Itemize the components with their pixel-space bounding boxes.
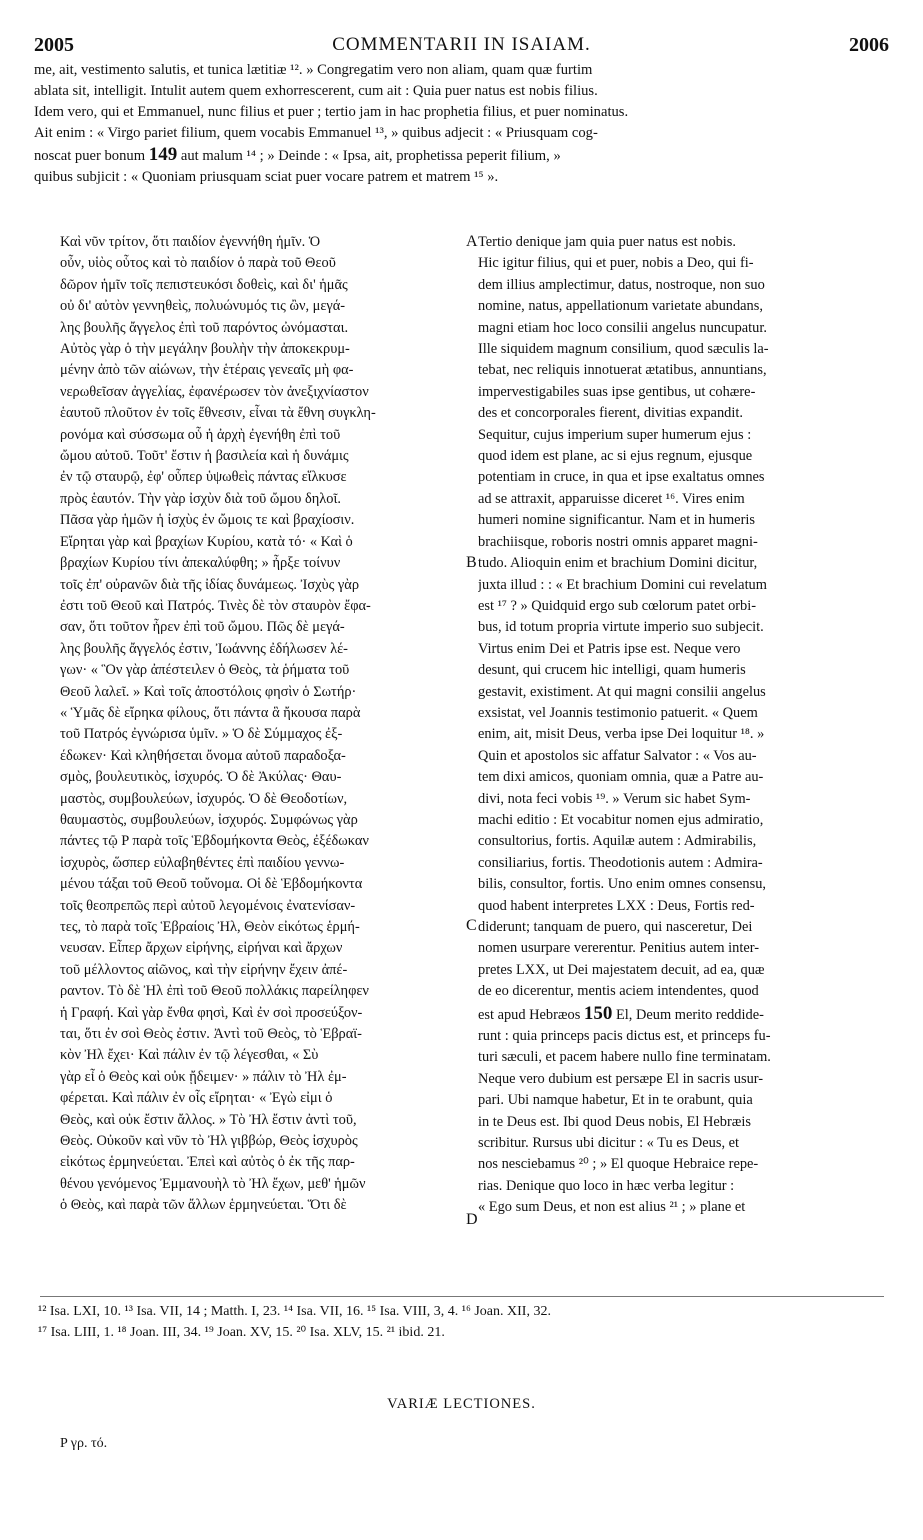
latin-text-line: machi editio : Et vocabitur nomen ejus admiratio,: [478, 811, 764, 828]
greek-text-line: σαν, ὅτι τοῦτον ἦρεν ἐπὶ τοῦ ὤμου. Πῶς δὲ μεγά-: [60, 619, 345, 636]
latin-text-line: Tertio denique jam quia puer natus est nobis.: [478, 234, 736, 250]
latin-text-line: rias. Denique quo loco in hæc verba legitur :: [478, 1177, 735, 1194]
greek-text-line: έδωκεν· Καὶ κληθήσεται ὄνομα αὐτοῦ παραδοξα-: [60, 747, 346, 764]
greek-text-line: ραντον. Τὸ δὲ Ἠλ ἐπὶ τοῦ Θεοῦ πολλάκις παρείληφεν: [60, 983, 369, 1000]
greek-text-line: Θεὸς, καὶ οὐκ ἔστιν ἄλλος. » Τὸ Ἠλ ἔστιν ἀντὶ τοῦ,: [60, 1111, 357, 1128]
variae-lectiones-heading: VARIÆ LECTIONES.: [387, 1396, 536, 1412]
latin-text-line: in te Deus est. Ibi quod Deus nobis, El Hebræis: [478, 1113, 751, 1130]
greek-text-line: μένου τάξαι τοῦ Θεοῦ τοὔνομα. Οἱ δὲ Ἑβδομήκοντα: [60, 876, 363, 893]
latin-text-line: bilis, consultor, fortis. Uno enim omnes consensu,: [478, 876, 767, 893]
latin-text-line: « Ego sum Deus, et non est alius ²¹ ; » plane et: [478, 1199, 746, 1216]
greek-text-line: πάντες τῷ P παρὰ τοῖς Ἑβδομήκοντα Θεὸς, ἐξέδωκαν: [60, 833, 369, 850]
latin-text-line: consiliarius, fortis. Theodotionis autem : Admira-: [478, 854, 763, 871]
greek-text-line: ἡ Γραφή. Καὶ γὰρ ἔνθα φησὶ, Καὶ ἐν σοὶ προσεύξον-: [60, 1004, 363, 1021]
latin-text-line: juxta illud : : « Et brachium Domini cui revelatum: [478, 576, 767, 593]
latin-text-line: nomine, natus, appellationum varietate abundans,: [478, 298, 763, 315]
footnote-rule: [40, 1296, 884, 1297]
right-page-number: 2006: [849, 34, 889, 56]
greek-text-line: φέρεται. Καὶ πάλιν ἐν οἷς εἴρηται· « Ἐγὼ εἰμι ὁ: [60, 1090, 333, 1107]
latin-text-line: scribitur. Rursus ubi dicitur : « Tu es Deus, et: [478, 1135, 740, 1152]
greek-text-line: οὐ δι' αὐτὸν γεννηθεὶς, πολυώνυμός τις ὢν, μεγά-: [60, 298, 346, 315]
greek-text-line: « Ὑμᾶς δὲ εἴρηκα φίλους, ὅτι πάντα ἃ ἤκουσα παρὰ: [60, 704, 361, 721]
column-number: 150: [583, 1002, 613, 1024]
greek-text-line: Εἴρηται γὰρ καὶ βραχίων Κυρίου, κατὰ τό· « Καὶ ὁ: [60, 533, 353, 550]
latin-text-line: Neque vero dubium est persæpe El in sacris usur-: [478, 1070, 764, 1087]
latin-text-line: runt : quia princeps pacis dictus est, et princeps fu-: [478, 1028, 771, 1045]
greek-text-line: εἰκότως ἑρμηνεύεται. Ἐπεὶ καὶ αὐτὸς ὁ ἐκ τῆς παρ-: [60, 1154, 355, 1171]
greek-text-line: βραχίων Κυρίου τίνι ἀπεκαλύφθη; » ἦρξε τοίνυν: [60, 555, 341, 572]
variae-lectiones-text: P γρ. τό.: [60, 1436, 108, 1451]
footnotes: [38, 1301, 889, 1343]
latin-text-line: enim, ait, misit Deus, verba ipse Dei loquitur ¹⁸. »: [478, 726, 765, 743]
latin-text-line: quod habent interpretes LXX : Deus, Fortis red-: [478, 897, 755, 914]
greek-text-line: κὸν Ἠλ ἔχει· Καὶ πάλιν ἐν τῷ λέγεσθαι, « Σὺ: [60, 1047, 319, 1064]
greek-text-line: νευσαν. Εἶπερ ἄρχων εἰρήνης, εἰρήναι καὶ ἄρχων: [60, 940, 343, 957]
footnote-line: ¹² Isa. LXI, 10. ¹³ Isa. VII, 14 ; Matth. I, 23. ¹⁴ Isa. VII, 16. ¹⁵ Isa. VIII, 3, 4. ¹⁶ Joan. XII, 32.: [38, 1304, 551, 1319]
running-title: COMMENTARII IN ISAIAM.: [332, 34, 591, 55]
margin-letter-b: B: [466, 554, 477, 571]
greek-text-line: νερωθεῖσαν ἀγγελίας, ἐφανέρωσεν τὸν ἀνεξιχνίαστον: [60, 383, 369, 400]
greek-text-line: σμὸς, βουλευτικὸς, ἰσχυρός. Ὁ δὲ Ἀκύλας· Θαυ-: [60, 769, 342, 786]
latin-text-line: gestavit, existiment. At qui magni consilii angelus: [478, 683, 766, 700]
greek-column: [60, 232, 464, 1217]
greek-text-line: τοῖς θεοπρεπῶς περὶ αὐτοῦ λεγομένοις ἐνατενίσαν-: [60, 897, 356, 914]
latin-text-line: Virtus enim Dei et Patris ipse est. Neque vero: [478, 640, 741, 657]
latin-text-line: nomen usurpare vererentur. Penitius autem inter-: [478, 940, 760, 957]
latin-text-line: consultorius, fortis. Aquilæ autem : Admirabilis,: [478, 833, 757, 850]
greek-text-line: λης βουλῆς ἄγγελος ἐπὶ τοῦ παρόντος ὠνόμασται.: [60, 319, 349, 336]
greek-text-line: Καὶ νῦν τρίτον, ὅτι παιδίον ἐγεννήθη ἡμῖν. Ὁ: [60, 234, 321, 250]
latin-text-line: humeri nomine significantur. Nam et in humeris: [478, 512, 755, 529]
latin-text-line: tudo. Alioquin enim et brachium Domini dicitur,: [478, 555, 758, 572]
footnote-line: ¹⁷ Isa. LIII, 1. ¹⁸ Joan. III, 34. ¹⁹ Joan. XV, 15. ²⁰ Isa. XLV, 15. ²¹ ibid. 21.: [38, 1325, 445, 1340]
greek-text-line: λης βουλῆς ἄγγελός ἐστιν, Ἰωάννης ἐδήλωσεν λέ-: [60, 640, 348, 657]
latin-text-line: magni etiam hoc loco consilii angelus nuncupatur.: [478, 319, 767, 336]
latin-text-line: ad se attraxit, apparuisse diceret ¹⁶. Vires enim: [478, 490, 745, 507]
greek-text-line: τοῖς ἐπ' οὐρανῶν διὰ τῆς ἰδίας δυνάμεως. Ἰσχὺς γὰρ: [60, 576, 360, 593]
latin-text-line: desunt, qui crucem hic intelligi, quam humeris: [478, 662, 746, 679]
page-header: [34, 34, 889, 60]
latin-text-line: est ¹⁷ ? » Quidquid ergo sub cœlorum patet orbi-: [478, 597, 757, 614]
greek-text-line: τοῦ Πατρός ἐγνώρισα ὑμῖν. » Ὁ δὲ Σύμμαχος ἐξ-: [60, 726, 343, 743]
greek-text-line: θαυμαστὸς, συμβουλεύων, ἰσχυρός. Συμφώνως γὰρ: [60, 811, 358, 828]
greek-text-line: γὰρ εἶ ὁ Θεὸς καὶ οὐκ ᾔδειμεν· » πάλιν τὸ Ἠλ ἐμ-: [60, 1068, 347, 1085]
greek-text-line: πρὸς ἑαυτόν. Τὴν γὰρ ἰσχὺν διὰ τοῦ ὤμου δηλοῖ.: [60, 490, 341, 507]
greek-text-line: Θεὸς. Οὐκοῦν καὶ νῦν τὸ Ἠλ γιββώρ, Θεὸς ἰσχυρὸς: [60, 1133, 358, 1150]
intro-line: me, ait, vestimento salutis, et tunica lætitiæ ¹². » Congregatim vero non aliam, quam quæ furtim: [34, 62, 593, 78]
greek-text-line: τοῦ μέλλοντος αἰῶνος, καὶ τὴν εἰρήνην ἔχειν ἀπέ-: [60, 961, 348, 978]
latin-text-line: bus, id totum propria virtute imperio suo subjecit.: [478, 619, 764, 636]
latin-text-line: Ille siquidem magnum consilium, quod sæculis la-: [478, 341, 769, 358]
latin-text-line: dem illius amplectimur, datus, nostroque, non suo: [478, 276, 765, 293]
greek-text-line: μαστὸς, συμβουλεύων, ἰσχυρός. Ὁ δὲ Θεοδοτίων,: [60, 790, 348, 807]
left-page-number: 2005: [34, 34, 74, 56]
intro-line: Ait enim : « Virgo pariet filium, quem vocabis Emmanuel ¹³, » quibus adjecit : « Priusquam cog-: [34, 125, 598, 141]
greek-text-line: οὖν, υἱὸς οὗτος καὶ τὸ παιδίον ὁ παρὰ τοῦ Θεοῦ: [60, 255, 336, 272]
greek-text-line: θένου γενόμενος Ἐμμανουὴλ τὸ Ἠλ ἔχων, μεθ' ἡμῶν: [60, 1175, 366, 1192]
margin-letter-a: A: [466, 233, 478, 250]
greek-text-line: γων· « Ὃν γὰρ ἀπέστειλεν ὁ Θεὸς, τὰ ῥήματα τοῦ: [60, 662, 350, 679]
latin-text-line: quod idem est plane, ac si ejus regnum, ejusque: [478, 448, 753, 465]
latin-text-line: de eo dicerentur, mentis aciem intendentes, quod: [478, 983, 759, 1000]
latin-text-line: divi, nota feci vobis ¹⁹. » Verum sic habet Sym-: [478, 790, 751, 807]
latin-text-line: diderunt; tanquam de puero, qui nasceretur, Dei: [478, 919, 753, 935]
greek-text-line: Θεοῦ λαλεῖ. » Καὶ τοῖς ἀποστόλοις φησὶν ὁ Σωτήρ·: [60, 683, 357, 700]
intro-line: Idem vero, qui et Emmanuel, nunc filius et puer ; tertio jam in hac prophetia filius, et puer nominatus.: [34, 104, 629, 120]
latin-text-line: exsistat, vel Joannis testimonio patuerit. « Quem: [478, 704, 758, 721]
greek-text-line: ἐν τῷ σταυρῷ, ἐφ' οὗπερ ὑψωθεὶς πάντας εἵλκυσε: [60, 469, 347, 486]
intro-paragraph: [34, 60, 889, 188]
latin-text-line: tebat, nec reliquis innotuerat ætatibus, annuntians,: [478, 362, 767, 379]
latin-text-line: Quin et apostolos sic affatur Salvator : « Vos au-: [478, 747, 757, 764]
latin-text-line: est apud Hebræos 150 El, Deum merito reddide-: [478, 1002, 764, 1024]
latin-column: [478, 232, 892, 1219]
greek-text-line: Πᾶσα γὰρ ἡμῶν ἡ ἰσχὺς ἐν ὤμοις τε καὶ βραχίοσιν.: [60, 512, 355, 529]
latin-text-line: pretes LXX, ut Dei majestatem decuit, ad ea, quæ: [478, 961, 765, 978]
latin-text-line: nos nesciebamus ²⁰ ; » El quoque Hebraice repe-: [478, 1156, 759, 1173]
latin-text-line: des et concorporales fierent, divitias expandit.: [478, 405, 743, 422]
greek-text-line: δῶρον ἡμῖν τοῖς πεπιστευκόσι δοθεὶς, καὶ δι' ἡμᾶς: [60, 276, 348, 293]
margin-letter-d: D: [466, 1211, 478, 1228]
latin-text-line: brachiisque, roboris nostri omnis apparet magni-: [478, 533, 758, 550]
column-number: 149: [148, 144, 178, 165]
greek-text-line: τες, τὸ παρὰ τοῖς Ἑβραίοις Ἠλ, Θεὸν εἰκότως ἑρμή-: [60, 919, 360, 935]
latin-text-line: impervestigabiles suas ipse gentibus, ut cohære-: [478, 383, 756, 400]
greek-text-line: μένην ἀπὸ τῶν αἰώνων, τὴν ἑτέραις γενεαῖς μὴ φα-: [60, 362, 354, 379]
latin-text-line: Hic igitur filius, qui et puer, nobis a Deo, qui fi-: [478, 255, 754, 272]
greek-text-line: ται, ὅτι ἐν σοὶ Θεὸς ἐστιν. Ἀντὶ τοῦ Θεὸς, τὸ Ἑβραϊ-: [60, 1026, 362, 1043]
greek-text-line: ὤμου αὐτοῦ. Τοῦτ' ἔστιν ἡ βασιλεία καὶ ἡ δυνάμις: [60, 448, 349, 465]
greek-text-line: ρονόμα καὶ σύσσωμα οὗ ἡ ἀρχὴ ἐγενήθη ἐπὶ τοῦ: [60, 426, 341, 443]
greek-text-line: ἐστι τοῦ Θεοῦ καὶ Πατρός. Τινὲς δὲ τὸν σταυρὸν ἔφα-: [60, 597, 371, 614]
latin-text-line: Sequitur, cujus imperium super humerum ejus :: [478, 426, 752, 443]
latin-text-line: pari. Ubi namque habetur, Et in te orabunt, quia: [478, 1092, 753, 1109]
greek-text-line: ἑαυτοῦ πλοῦτον ἐν τοῖς ἔθνεσιν, εἶναι τὰ ἔθνη συγκλη-: [60, 405, 376, 422]
greek-text-line: Αὐτὸς γὰρ ὁ τὴν μεγάλην βουλὴν τὴν ἀποκεκρυμ-: [60, 341, 350, 358]
latin-text-line: turi sæculi, et pacem habere nullo fine terminatam.: [478, 1049, 771, 1066]
greek-text-line: ἰσχυρὸς, ὥσπερ εὐλαβηθέντες ἐπὶ παιδίου γεννω-: [60, 854, 345, 871]
greek-text-line: ὁ Θεὸς, καὶ παρὰ τῶν ἄλλων ἑρμηνεύεται. Ὅτι δὲ: [60, 1197, 347, 1214]
intro-line: noscat puer bonum 149 aut malum ¹⁴ ; » Deinde : « Ipsa, ait, prophetissa peperit filium, »: [34, 144, 561, 165]
intro-line: quibus subjicit : « Quoniam priusquam sciat puer vocare patrem et matrem ¹⁵ ».: [34, 169, 499, 185]
margin-letter-c: C: [466, 917, 477, 934]
latin-text-line: potentiam in cruce, in qua et ipse exaltatus omnes: [478, 469, 765, 486]
latin-text-line: tem dixi amicos, quoniam omnia, quæ a Patre au-: [478, 769, 764, 786]
intro-line: ablata sit, intelligit. Intulit autem quem exhorrescerent, cum ait : Quia puer natus est nobis filius.: [34, 83, 598, 99]
